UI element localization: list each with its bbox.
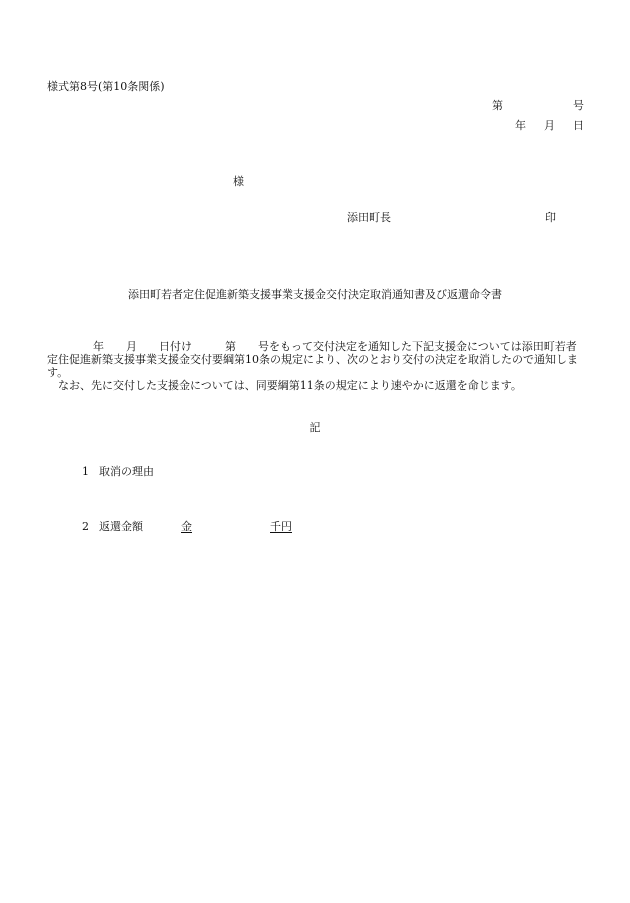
amount-field: [181, 521, 292, 532]
item-number: 2: [82, 520, 89, 533]
ki-heading: 記: [309, 421, 321, 434]
amount-prefix: 金: [181, 520, 192, 533]
document-date: [515, 120, 584, 131]
item-label: 取消の理由: [99, 465, 154, 478]
date-year: 年: [515, 119, 526, 132]
issuer: 添田町長: [347, 211, 391, 224]
body-paragraph-1: 年 月 日付け 第 号をもって交付決定を通知した下記支援金については添田町若者定住促進新築支援事業支援金交付要綱第10条の規定により、次のとおり交付の決定を取消したので通知します。: [47, 340, 578, 379]
doc-number-suffix: 号: [573, 99, 584, 112]
doc-number-prefix: 第: [492, 99, 503, 112]
addressee: 様: [233, 175, 244, 188]
amount-suffix: 千円: [270, 520, 292, 533]
item-label: 返還金額: [99, 520, 143, 533]
seal-mark: 印: [545, 211, 556, 224]
document-number: [492, 100, 584, 111]
body-paragraph-2: なお、先に交付した支援金については、同要綱第11条の規定により速やかに返還を命じます。: [58, 379, 522, 392]
form-label: 様式第8号(第10条関係): [47, 80, 165, 93]
date-day: 日: [573, 119, 584, 132]
item-number: 1: [82, 465, 89, 478]
item-refund-amount: [82, 521, 292, 532]
item-cancellation-reason: [82, 466, 154, 477]
date-month: 月: [544, 119, 555, 132]
document-title: 添田町若者定住促進新築支援事業支援金交付決定取消通知書及び返還命令書: [128, 288, 502, 301]
body-text: [47, 340, 583, 392]
